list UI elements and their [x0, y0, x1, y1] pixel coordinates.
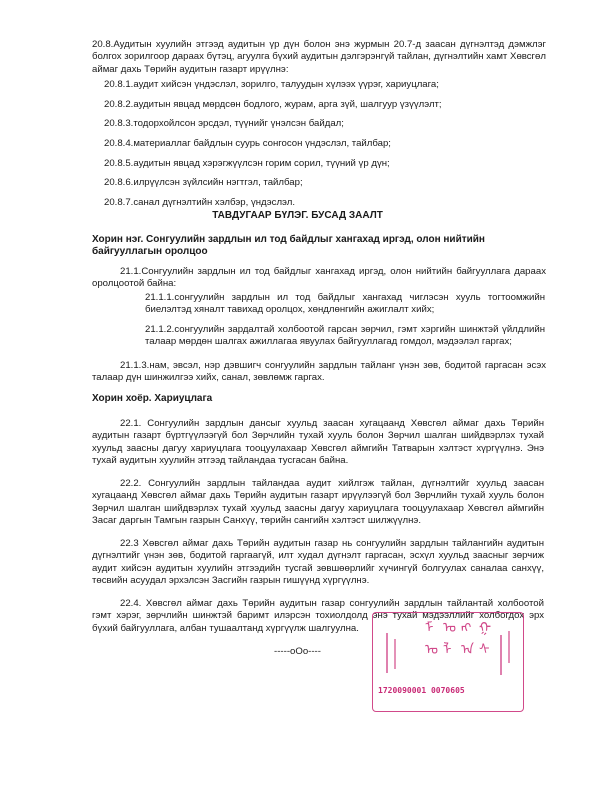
list-item-20-8-2: 20.8.2.аудитын явцад мөрдсөн бодлого, журам, арга зүй, шалгуур үзүүлэлт; — [104, 98, 442, 110]
list-item-20-8-6: 20.8.6.илрүүлсэн зүйлсийн нэгтгэл, тайлбар; — [104, 177, 303, 189]
stamp-registration-number: 1720090001 0070605 — [378, 686, 465, 695]
chapter-title: ТАВДУГААР БҮЛЭГ. БУСАД ЗААЛТ — [212, 210, 383, 221]
paragraph-22-4: 22.4. Хөвсгөл аймаг дахь Төрийн аудитын газар сонгуулийн зардлын тайлантай холбоотой гэмт хэрэг, зөрчлийн шинжтэй баримт илэрсэн тохиолдолд энэ тухай мэдээллийг холбогдох эрх бүхий байгууллага, албан тушаалтанд хүргүүлж шалгуулна. — [92, 598, 544, 634]
paragraph-22-3: 22.3 Хөвсгөл аймаг дахь Төрийн аудитын газар нь сонгуулийн зардлын тайлангийн аудитын дүгнэлтийг үнэн зөв, бодитой гаргаагүй, илт худал дүгнэлт гаргасан, эсхүл хуульд заасныг зөрчиж аудит хийсэн аудитын хуулийн этгээдийн тусгай зөвшөөрлийг хүчингүй болгуулах саналаа санхүү, төсвийн асуудал эрхэлсэн Засгийн газрын гишүүнд хүргүүлнэ. — [92, 538, 544, 587]
list-item-20-8-1: 20.8.1.аудит хийсэн үндэслэл, зорилго, талуудын хүлээх үүрэг, хариуцлага; — [104, 79, 439, 90]
paragraph-21-1-2: 21.1.2.сонгуулийн зардалтай холбоотой гарсан зөрчил, гэмт хэргийн шинжтэй үйлдлийн талаар мөрдөн шалгах ажиллагаа явуулах байгууллагад гомдол, мэдээлэл гаргах; — [145, 324, 545, 348]
paragraph-22-1: 22.1. Сонгуулийн зардлын дансыг хуульд заасан хугацаанд Хөвсгөл аймаг дахь Төрийн аудитын газарт бүртгүүлээгүй бол Зөрчлийн тухай хууль болон Зөрчил шалган шийдвэрлэх тухай хуульд заасны дагуу хариуцлага тооцуулахаар Хөвсгөл аймгийн Татварын хэлтэст хүргүүлнэ. Энэ тухай аудитын хуулийн этгээд тайландаа тусгасан байна. — [92, 418, 544, 467]
list-item-20-8-4: 20.8.4.материаллаг байдлын суурь сонгосон үндэслэл, тайлбар; — [104, 138, 391, 150]
document-end-mark: -----oOo---- — [274, 646, 321, 657]
stamp-script-glyph: ᠣ — [443, 620, 457, 636]
list-item-20-8-5: 20.8.5.аудитын явцад хэрэгжүүлсэн горим сорил, түүний үр дүн; — [104, 157, 390, 169]
paragraph-21-1-3: 21.1.3.нам, эвсэл, нэр дэвшигч сонгуулийн зардлын тайланг үнэн зөв, бодитой гаргасан эсэх талаар дүн шинжилгээ хийх, санал, зөвлөмж гаргах. — [92, 360, 546, 384]
stamp-script-glyph: ᠭ — [479, 620, 492, 636]
stamp-script-glyph: ᠰ — [479, 642, 490, 658]
section-22-heading: Хорин хоёр. Хариуцлага — [92, 393, 213, 404]
stamp-script-glyph: ᠠ — [461, 642, 475, 658]
list-item-20-8-7: 20.8.7.санал дүгнэлтийн хэлбэр, үндэслэл. — [104, 197, 295, 209]
stamp-script-glyph: ᠩ — [461, 620, 472, 636]
paragraph-20-8: 20.8.Аудитын хуулийн этгээд аудитын үр дүн болон энэ журмын 20.7-д заасан дүгнэлтэд дэмжлэг болгох зорилгоор дараах бүтэц, агуулга бүхий аудитын дэлгэрэнгүй тайлан, дүгнэлтийн хамт Хөвсгөл аймаг дахь Төрийн аудитын газарт ирүүлнэ: — [92, 39, 546, 75]
stamp-script-glyph: ᠯ — [443, 642, 452, 658]
list-20-8 — [104, 79, 544, 217]
paragraph-21-1-1: 21.1.1.сонгуулийн зардлын ил тод байдлыг хангахад чиглэсэн хууль тогтоомжийн биелэлтэд хяналт тавихад оролцох, хөндлөнгийн ажиглалт хийх; — [145, 292, 545, 316]
paragraph-21-1: 21.1.Сонгуулийн зардлын ил тод байдлыг хангахад иргэд, олон нийтийн байгууллага дараах оролцоотой байна: — [92, 266, 546, 290]
section-21-heading: Хорин нэг. Сонгуулийн зардлын ил тод байдлыг хангахад иргэд, олон нийтийн байгууллагын оролцоо — [92, 234, 485, 258]
paragraph-22-2: 22.2. Сонгуулийн зардлын тайландаа аудит хийлгэж тайлан, дүгнэлтийг хуульд заасан хугацаанд Хөвсгөл аймаг дахь Төрийн аудитын газарт ирүүлээгүй бол Зөрчлийн тухай хууль болон Зөрчил шалган шийдвэрлэх тухай хуульд заасны дагуу хариуцлага тооцуулахаар Хөвсгөл аймгийн Засаг даргын Тамгын газрын Санхүү, төрийн сангийн хэлтэст шилжүүлнэ. — [92, 478, 544, 527]
list-item-20-8-3: 20.8.3.тодорхойлсон эрсдэл, түүнийг үнэлсэн байдал; — [104, 118, 344, 130]
stamp-script-glyph: ᠮ — [425, 620, 434, 636]
stamp-script-glyph: ᠤ — [425, 642, 439, 658]
